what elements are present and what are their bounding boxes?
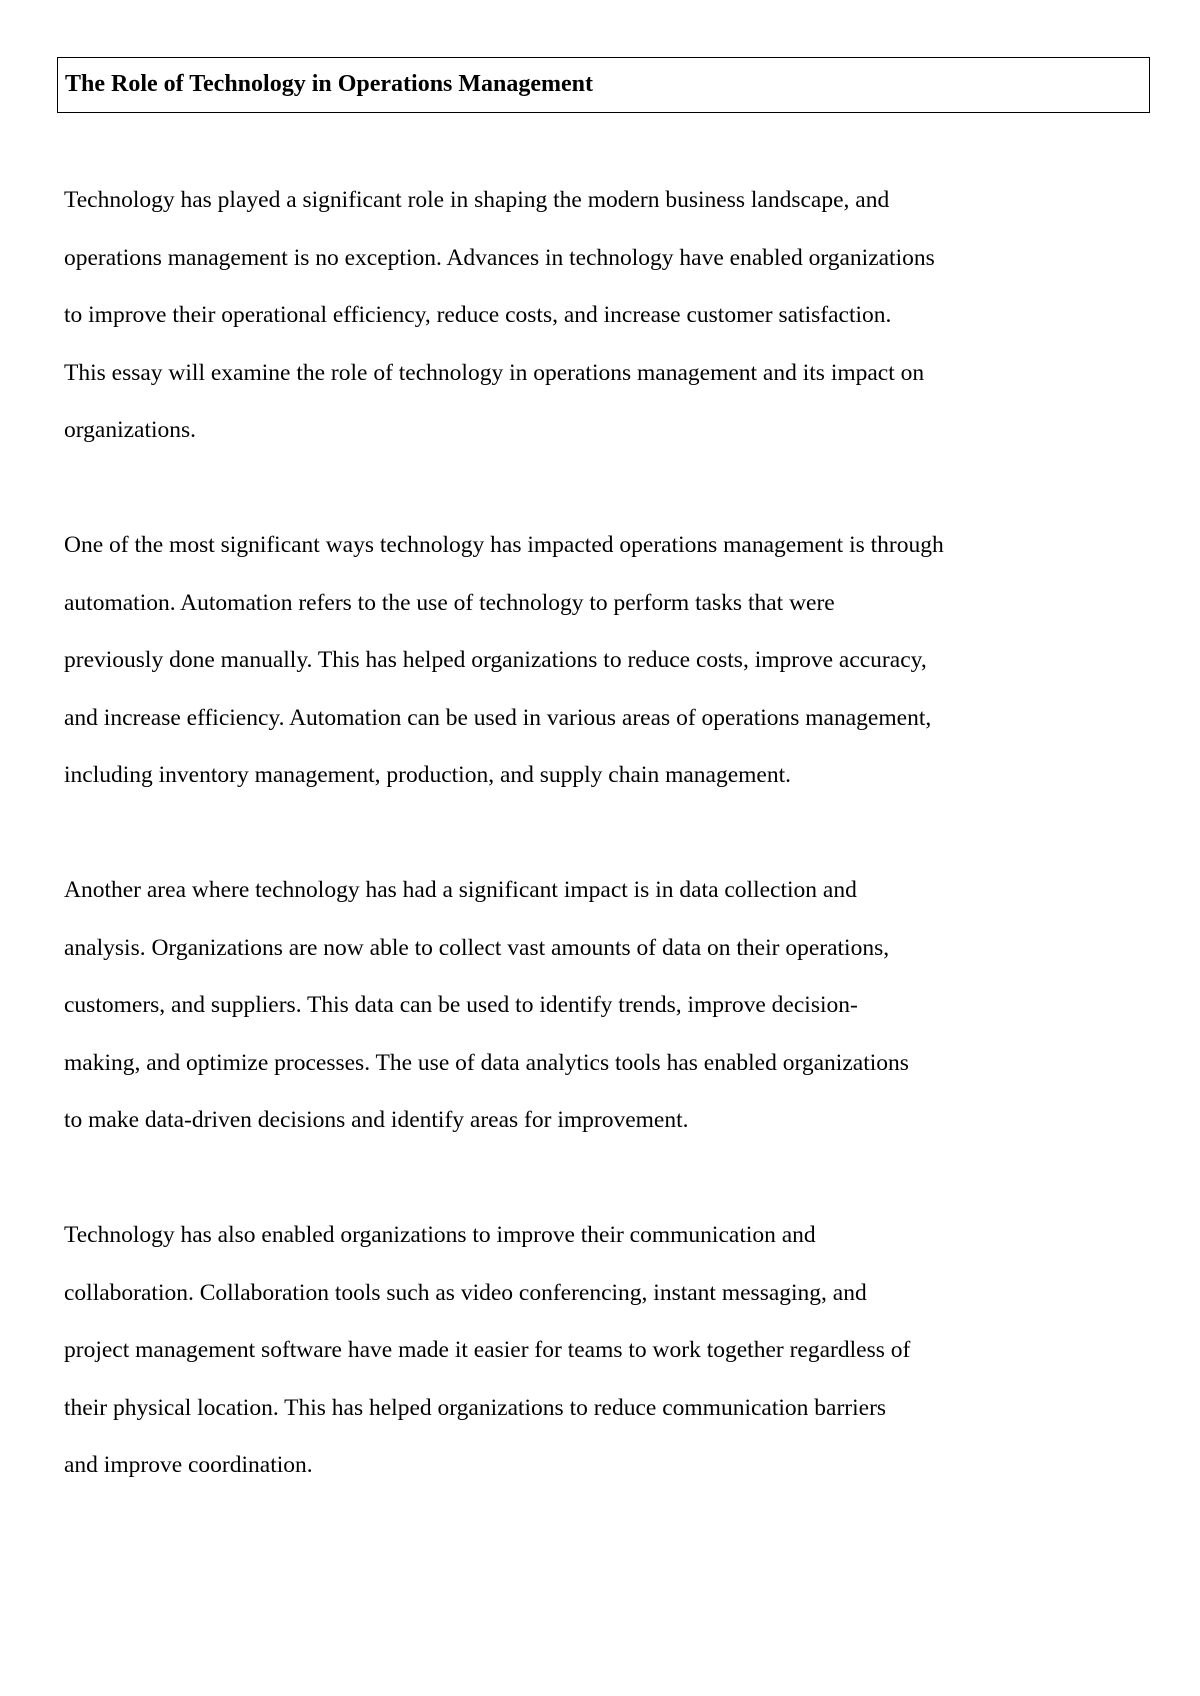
paragraph-communication (64, 1207, 1164, 1495)
paragraph-line: to make data-driven decisions and identify areas for improvement. (64, 1107, 689, 1133)
paragraph-line: Technology has also enabled organizations to improve their communication and (64, 1222, 816, 1248)
paragraph-data-analysis (64, 862, 1164, 1150)
paragraph-line: to improve their operational efficiency, reduce costs, and increase customer satisfaction. (64, 302, 892, 328)
paragraph-line: One of the most significant ways technology has impacted operations management is through (64, 532, 944, 558)
paragraph-line: organizations. (64, 417, 197, 443)
paragraph-line: Technology has played a significant role in shaping the modern business landscape, and (64, 187, 890, 213)
paragraph-line: project management software have made it easier for teams to work together regardless of (64, 1337, 911, 1363)
paragraph-line: including inventory management, production, and supply chain management. (64, 762, 792, 788)
paragraph-line: This essay will examine the role of technology in operations management and its impact on (64, 359, 925, 386)
paragraph-line: automation. Automation refers to the use of technology to perform tasks that were (64, 589, 835, 616)
paragraph-line: making, and optimize processes. The use of data analytics tools has enabled organizations (64, 1049, 909, 1076)
paragraph-line: Another area where technology has had a significant impact is in data collection and (64, 877, 857, 903)
title-box (57, 57, 1150, 113)
paragraph-line: previously done manually. This has helped organizations to reduce costs, improve accuracy, (64, 647, 927, 673)
paragraph-line: analysis. Organizations are now able to collect vast amounts of data on their operations, (64, 934, 890, 961)
paragraph-intro (64, 172, 1164, 460)
document-title: The Role of Technology in Operations Management (65, 71, 594, 97)
paragraph-line: their physical location. This has helped organizations to reduce communication barriers (64, 1394, 887, 1421)
paragraph-automation (64, 517, 1164, 805)
paragraph-line: and increase efficiency. Automation can be used in various areas of operations management, (64, 704, 932, 731)
paragraph-line: collaboration. Collaboration tools such as video conferencing, instant messaging, and (64, 1279, 867, 1306)
paragraph-line: customers, and suppliers. This data can be used to identify trends, improve decision- (64, 992, 858, 1018)
paragraph-line: and improve coordination. (64, 1452, 313, 1478)
paragraph-line: operations management is no exception. Advances in technology have enabled organizations (64, 244, 935, 271)
